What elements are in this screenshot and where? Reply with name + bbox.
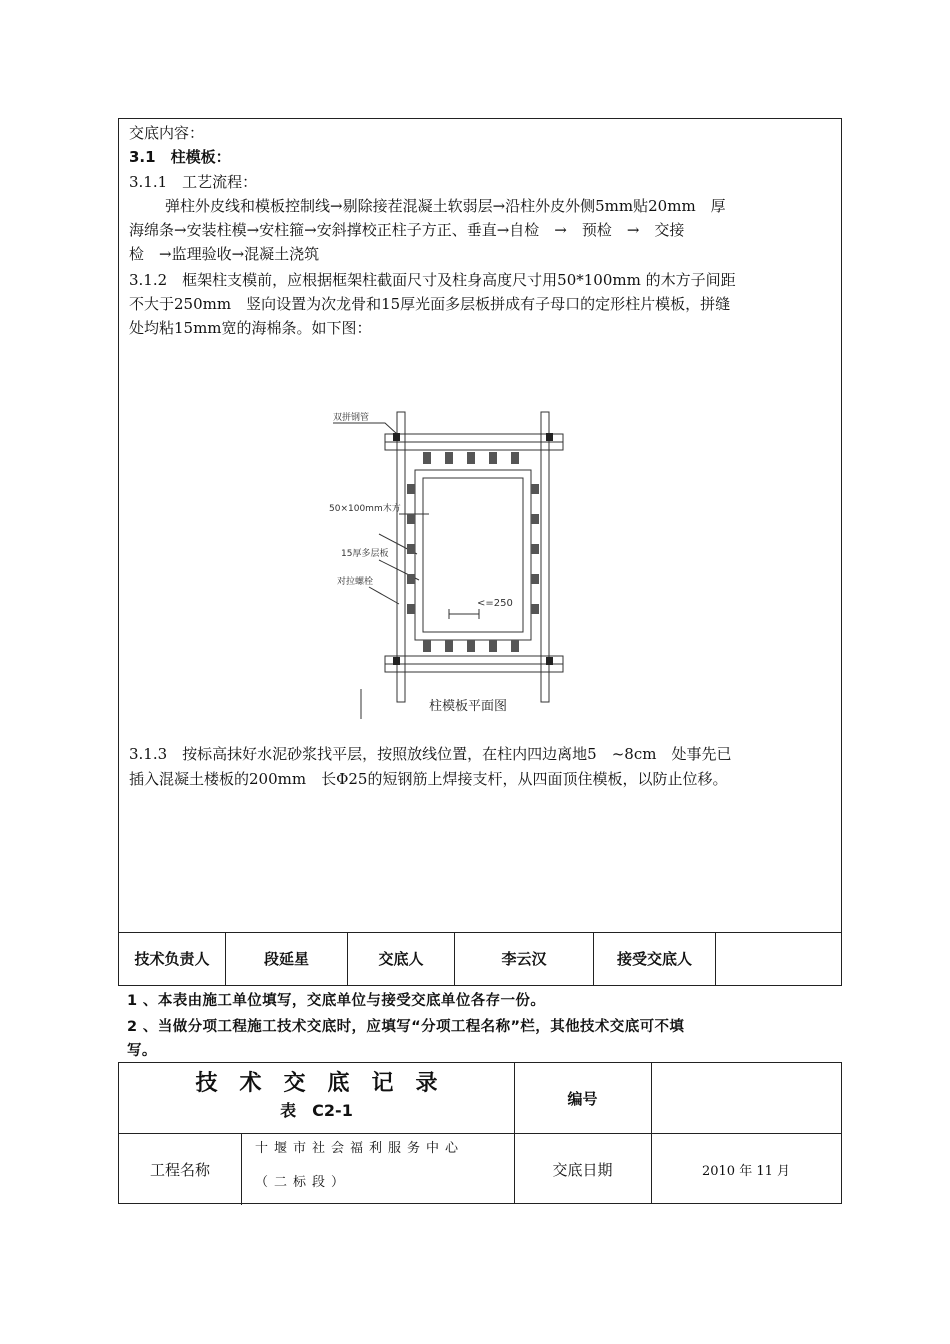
label-spacing: <=250 xyxy=(477,598,513,609)
content-label: 交底内容： xyxy=(129,124,205,142)
column-formwork-plan-diagram xyxy=(319,404,619,724)
section-title: 3.1 柱模板： xyxy=(129,148,231,166)
number-value xyxy=(651,1063,841,1133)
item-3-1-1-line3: 检 →监理验收→混凝土浇筑 xyxy=(129,245,320,263)
item-3-1-1-line2: 海绵条→安装柱模→安柱箍→安斜撑校正柱子方正、垂直→自检 → 预检 → 交接 xyxy=(129,221,685,239)
item-3-1-3-line1: 3.1.3 按标高抹好水泥砂浆找平层，按照放线位置，在柱内四边离地5 ~8cm 处事先已 xyxy=(129,745,732,763)
diagram-caption: 柱模板平面图 xyxy=(429,699,508,714)
item-3-1-2-line3: 处均粘15mm宽的海棉条。如下图： xyxy=(129,319,372,337)
item-3-1-1-line1: 弹柱外皮线和模板控制线→剔除接茬混凝土软弱层→沿柱外皮外侧5mm贴20mm 厚 xyxy=(165,197,726,215)
record-header-table xyxy=(118,1062,842,1204)
receiver-value xyxy=(716,933,841,985)
date-label: 交底日期 xyxy=(552,1160,613,1179)
record-title: 技 术 交 底 记 录 xyxy=(195,1071,438,1096)
item-3-1-2-line2: 不大于250mm 竖向设置为次龙骨和15厚光面多层板拼成有子母口的定形柱片模板，拼缝 xyxy=(129,295,731,313)
form-code: 表 C2-1 xyxy=(280,1101,353,1120)
tech-lead-label: 技术负责人 xyxy=(119,933,226,985)
note-2-line1: 2 、当做分项工程施工技术交底时，应填写“分项工程名称”栏，其他技术交底可不填 xyxy=(127,1019,685,1035)
signature-row xyxy=(119,932,841,985)
number-label: 编号 xyxy=(567,1089,598,1108)
presenter-value: 李云汉 xyxy=(455,933,594,985)
label-timber: 50×100mm木方 xyxy=(329,504,401,514)
label-plywood: 15厚多层板 xyxy=(341,549,389,559)
project-name-line2: （二标段） xyxy=(255,1175,351,1190)
project-label: 工程名称 xyxy=(149,1160,210,1179)
item-3-1-3-line2: 插入混凝土楼板的200mm 长Φ25的短钢筋上焊接支杆，从四面顶住模板，以防止位移。 xyxy=(129,770,728,788)
label-bolt: 对拉螺栓 xyxy=(337,577,374,587)
project-name-line1: 十堰市社会福利服务中心 xyxy=(255,1141,465,1156)
note-1: 1 、本表由施工单位填写，交底单位与接受交底单位各存一份。 xyxy=(127,993,546,1009)
presenter-label: 交底人 xyxy=(348,933,455,985)
disclosure-content-box xyxy=(118,118,842,986)
label-pipe: 双拼钢管 xyxy=(333,413,370,423)
note-2-line2: 写。 xyxy=(127,1043,157,1059)
date-value: 2010 年 11 月 xyxy=(701,1163,791,1179)
receiver-label: 接受交底人 xyxy=(594,933,716,985)
item-3-1-2-line1: 3.1.2 框架柱支模前，应根据框架柱截面尺寸及柱身高度尺寸用50*100mm 的木方子间距 xyxy=(129,271,736,289)
tech-lead-value: 段延星 xyxy=(226,933,348,985)
item-3-1-1-title: 3.1.1 工艺流程： xyxy=(129,173,258,191)
